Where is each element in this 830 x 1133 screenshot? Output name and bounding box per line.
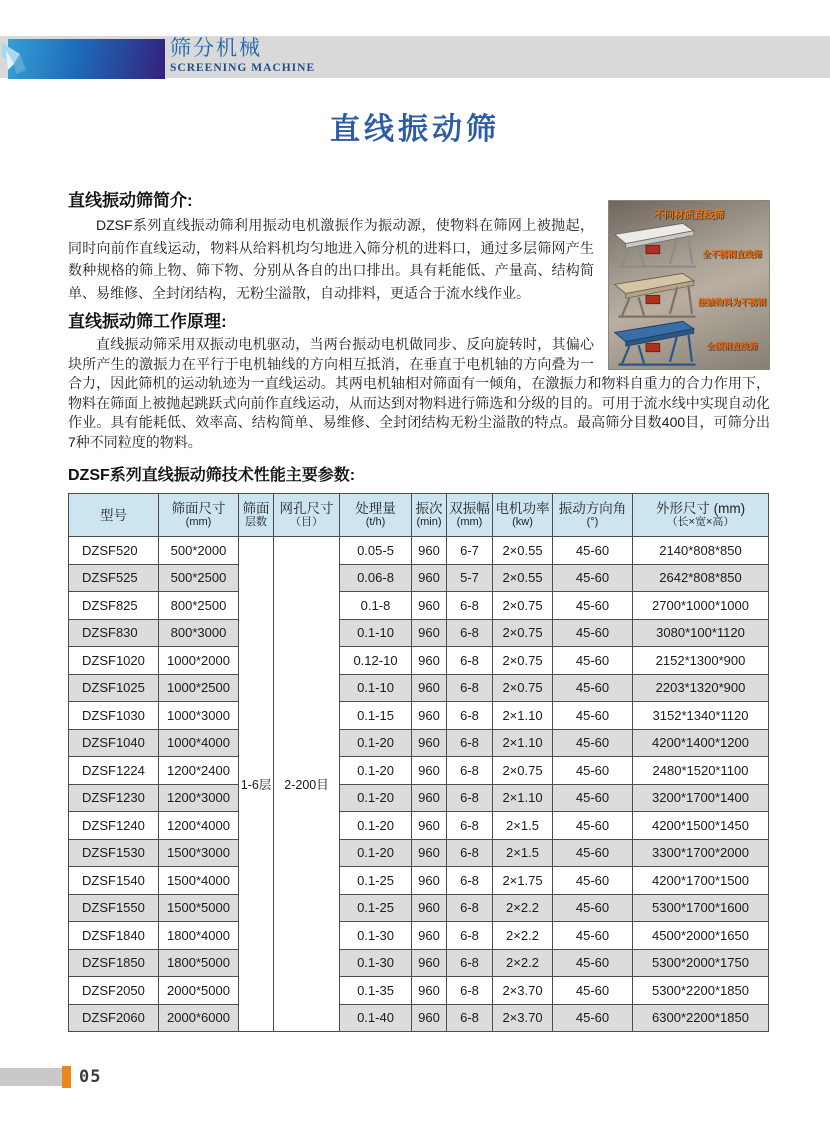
column-header: 网孔尺寸 （目） <box>274 494 340 537</box>
cell-model: DZSF1540 <box>69 867 159 895</box>
cell-frequency: 960 <box>412 729 447 757</box>
cell-angle: 45-60 <box>553 894 633 922</box>
cell-amplitude: 6-8 <box>447 784 493 812</box>
cell-dimensions: 2700*1000*1000 <box>633 592 769 620</box>
cell-frequency: 960 <box>412 922 447 950</box>
principle-paragraph: 直线振动筛采用双振动电机驱动，当两台振动电机做同步、反向旋转时，其偏心块所产生的激振力在平行于电机轴线的方向相互抵消，在垂直于电机轴的方向叠为一合力，因此筛机的运动轨迹为一直线运动。其两电机轴相对筛面有一倾角，在激振力和物料自重力的合力作用下，物料在筛面上被抛起跳跃式向前作直线运动，从而达到对物料进行筛选和分级的目的。可用于流水线中实现自动化作业。具有能耗低、效率高、结构简单、易维修、全封闭结构无粉尘溢散的特点。最高筛分目数400目，可筛分出7种不同粒度的物料。 <box>68 336 770 450</box>
cell-screen-layers: 1-6层 <box>239 537 274 1032</box>
cell-frequency: 960 <box>412 1004 447 1032</box>
cell-amplitude: 6-8 <box>447 894 493 922</box>
cell-model: DZSF2050 <box>69 977 159 1005</box>
cell-angle: 45-60 <box>553 592 633 620</box>
table-row <box>69 894 769 922</box>
table-row <box>69 702 769 730</box>
column-header: 双振幅 (mm) <box>447 494 493 537</box>
cell-angle: 45-60 <box>553 922 633 950</box>
table-row <box>69 592 769 620</box>
cell-capacity: 0.1-35 <box>340 977 412 1005</box>
content-area <box>68 190 770 452</box>
cell-frequency: 960 <box>412 619 447 647</box>
photo-label-contact-stainless: 接触物料为不锈钢 <box>698 297 767 307</box>
cell-capacity: 0.1-20 <box>340 757 412 785</box>
spec-table-section <box>68 462 770 1032</box>
footer-accent <box>62 1066 71 1088</box>
cell-screen-size: 1800*5000 <box>159 949 239 977</box>
cell-amplitude: 6-8 <box>447 1004 493 1032</box>
cell-capacity: 0.1-25 <box>340 894 412 922</box>
cell-screen-size: 500*2500 <box>159 564 239 592</box>
cell-frequency: 960 <box>412 537 447 565</box>
cell-amplitude: 6-8 <box>447 922 493 950</box>
cell-angle: 45-60 <box>553 977 633 1005</box>
cell-dimensions: 4200*1500*1450 <box>633 812 769 840</box>
cell-dimensions: 4200*1400*1200 <box>633 729 769 757</box>
cell-power: 2×1.5 <box>493 839 553 867</box>
table-row <box>69 647 769 675</box>
cell-frequency: 960 <box>412 977 447 1005</box>
cell-amplitude: 6-8 <box>447 812 493 840</box>
cell-dimensions: 2642*808*850 <box>633 564 769 592</box>
table-row <box>69 867 769 895</box>
brand-name-cn: 筛分机械 <box>170 37 262 60</box>
cell-screen-size: 500*2000 <box>159 537 239 565</box>
table-row <box>69 757 769 785</box>
table-row <box>69 1004 769 1032</box>
cell-screen-size: 1000*2500 <box>159 674 239 702</box>
cell-power: 2×1.10 <box>493 702 553 730</box>
table-row <box>69 564 769 592</box>
photo-label-carbon-steel: 全碳钢直线筛 <box>706 341 758 351</box>
cell-model: DZSF1850 <box>69 949 159 977</box>
cell-power: 2×1.75 <box>493 867 553 895</box>
cell-angle: 45-60 <box>553 674 633 702</box>
cell-model: DZSF2060 <box>69 1004 159 1032</box>
cell-power: 2×2.2 <box>493 922 553 950</box>
cell-screen-size: 1000*4000 <box>159 729 239 757</box>
cell-amplitude: 6-8 <box>447 592 493 620</box>
cell-screen-size: 800*3000 <box>159 619 239 647</box>
cell-capacity: 0.1-30 <box>340 922 412 950</box>
cell-amplitude: 6-8 <box>447 949 493 977</box>
cell-dimensions: 3300*1700*2000 <box>633 839 769 867</box>
cell-amplitude: 6-8 <box>447 702 493 730</box>
cell-frequency: 960 <box>412 674 447 702</box>
cell-frequency: 960 <box>412 894 447 922</box>
cell-model: DZSF1025 <box>69 674 159 702</box>
cell-model: DZSF1840 <box>69 922 159 950</box>
cell-angle: 45-60 <box>553 729 633 757</box>
cell-capacity: 0.1-30 <box>340 949 412 977</box>
cell-power: 2×0.75 <box>493 674 553 702</box>
cell-power: 2×1.10 <box>493 784 553 812</box>
cell-screen-size: 1000*3000 <box>159 702 239 730</box>
table-row <box>69 537 769 565</box>
stainless-screen-image <box>611 219 703 271</box>
cell-amplitude: 6-8 <box>447 729 493 757</box>
cell-model: DZSF1240 <box>69 812 159 840</box>
cell-capacity: 0.1-8 <box>340 592 412 620</box>
cell-screen-size: 2000*6000 <box>159 1004 239 1032</box>
cell-model: DZSF1030 <box>69 702 159 730</box>
brand-logo-icon <box>0 40 38 78</box>
cell-angle: 45-60 <box>553 1004 633 1032</box>
cell-model: DZSF830 <box>69 619 159 647</box>
column-header: 筛面 层数 <box>239 494 274 537</box>
cell-amplitude: 6-8 <box>447 757 493 785</box>
cell-dimensions: 3080*100*1120 <box>633 619 769 647</box>
cell-model: DZSF1230 <box>69 784 159 812</box>
cell-capacity: 0.1-15 <box>340 702 412 730</box>
cell-capacity: 0.1-10 <box>340 619 412 647</box>
cell-model: DZSF825 <box>69 592 159 620</box>
table-row <box>69 729 769 757</box>
cell-screen-size: 2000*5000 <box>159 977 239 1005</box>
cell-dimensions: 3200*1700*1400 <box>633 784 769 812</box>
cell-amplitude: 5-7 <box>447 564 493 592</box>
cell-frequency: 960 <box>412 592 447 620</box>
page-number: 05 <box>79 1067 102 1087</box>
cell-angle: 45-60 <box>553 839 633 867</box>
cell-power: 2×3.70 <box>493 977 553 1005</box>
cell-power: 2×0.55 <box>493 537 553 565</box>
cell-screen-size: 1500*3000 <box>159 839 239 867</box>
cell-power: 2×0.55 <box>493 564 553 592</box>
cell-model: DZSF1224 <box>69 757 159 785</box>
cell-model: DZSF525 <box>69 564 159 592</box>
cell-angle: 45-60 <box>553 867 633 895</box>
cell-amplitude: 6-8 <box>447 867 493 895</box>
cell-dimensions: 5300*2000*1750 <box>633 949 769 977</box>
column-header: 型号 <box>69 494 159 537</box>
cell-mesh-size: 2-200目 <box>274 537 340 1032</box>
cell-power: 2×1.5 <box>493 812 553 840</box>
column-header: 筛面尺寸 (mm) <box>159 494 239 537</box>
cell-capacity: 0.1-25 <box>340 867 412 895</box>
page-title: 直线振动筛 <box>330 113 500 146</box>
cell-amplitude: 6-8 <box>447 647 493 675</box>
cell-model: DZSF1040 <box>69 729 159 757</box>
cell-angle: 45-60 <box>553 619 633 647</box>
cell-amplitude: 6-8 <box>447 619 493 647</box>
cell-dimensions: 2152*1300*900 <box>633 647 769 675</box>
brand-name-en: SCREENING MACHINE <box>170 62 316 74</box>
cell-capacity: 0.1-10 <box>340 674 412 702</box>
table-row <box>69 812 769 840</box>
spec-table <box>68 493 769 1032</box>
cell-frequency: 960 <box>412 949 447 977</box>
intro-heading: 直线振动筛简介: <box>68 191 193 210</box>
cell-amplitude: 6-7 <box>447 537 493 565</box>
cell-power: 2×0.75 <box>493 647 553 675</box>
cell-frequency: 960 <box>412 702 447 730</box>
cell-screen-size: 1200*3000 <box>159 784 239 812</box>
cell-capacity: 0.1-20 <box>340 839 412 867</box>
cell-power: 2×3.70 <box>493 1004 553 1032</box>
cell-capacity: 0.1-20 <box>340 812 412 840</box>
cell-screen-size: 1200*2400 <box>159 757 239 785</box>
intro-paragraph: DZSF系列直线振动筛利用振动电机激振作为振动源，使物料在筛网上被抛起，同时向前作直线运动，物料从给料机均匀地进入筛分机的进料口，通过多层筛网产生数种规格的筛上物、筛下物、分别从各自的出口排出。具有耗能低、产量高、结构简单、易维修、全封闭结构，无粉尘溢散，自动排料，更适合于流水线作业。 <box>68 217 594 301</box>
cell-power: 2×2.2 <box>493 894 553 922</box>
table-row <box>69 839 769 867</box>
cell-screen-size: 1500*4000 <box>159 867 239 895</box>
cell-power: 2×0.75 <box>493 757 553 785</box>
cell-power: 2×0.75 <box>493 592 553 620</box>
column-header: 外形尺寸 (mm) （长×宽×高） <box>633 494 769 537</box>
cell-frequency: 960 <box>412 647 447 675</box>
cell-dimensions: 2203*1320*900 <box>633 674 769 702</box>
cell-model: DZSF1020 <box>69 647 159 675</box>
cell-frequency: 960 <box>412 757 447 785</box>
cell-model: DZSF1530 <box>69 839 159 867</box>
cell-capacity: 0.06-8 <box>340 564 412 592</box>
table-row <box>69 784 769 812</box>
cell-angle: 45-60 <box>553 812 633 840</box>
column-header: 振次 (min) <box>412 494 447 537</box>
cell-dimensions: 3152*1340*1120 <box>633 702 769 730</box>
cell-capacity: 0.1-20 <box>340 729 412 757</box>
cell-model: DZSF1550 <box>69 894 159 922</box>
cell-amplitude: 6-8 <box>447 674 493 702</box>
cell-frequency: 960 <box>412 564 447 592</box>
cell-angle: 45-60 <box>553 757 633 785</box>
table-row <box>69 619 769 647</box>
cell-dimensions: 2480*1520*1100 <box>633 757 769 785</box>
cell-dimensions: 4500*2000*1650 <box>633 922 769 950</box>
column-header: 电机功率 (kw) <box>493 494 553 537</box>
cell-power: 2×2.2 <box>493 949 553 977</box>
photo-label-stainless: 全不锈钢直线筛 <box>702 249 762 259</box>
cell-dimensions: 4200*1700*1500 <box>633 867 769 895</box>
cell-frequency: 960 <box>412 784 447 812</box>
table-row <box>69 949 769 977</box>
column-header: 振动方向角 (°) <box>553 494 633 537</box>
cell-amplitude: 6-8 <box>447 839 493 867</box>
cell-angle: 45-60 <box>553 949 633 977</box>
table-row <box>69 922 769 950</box>
column-header: 处理量 (t/h) <box>340 494 412 537</box>
cell-frequency: 960 <box>412 812 447 840</box>
cell-angle: 45-60 <box>553 702 633 730</box>
cell-power: 2×1.10 <box>493 729 553 757</box>
cell-angle: 45-60 <box>553 537 633 565</box>
table-row <box>69 674 769 702</box>
cell-frequency: 960 <box>412 867 447 895</box>
principle-heading: 直线振动筛工作原理: <box>68 312 227 331</box>
cell-screen-size: 1000*2000 <box>159 647 239 675</box>
cell-model: DZSF520 <box>69 537 159 565</box>
cell-angle: 45-60 <box>553 784 633 812</box>
contact-stainless-screen-image <box>611 269 703 321</box>
cell-angle: 45-60 <box>553 564 633 592</box>
cell-dimensions: 5300*2200*1850 <box>633 977 769 1005</box>
product-photo <box>608 200 770 370</box>
cell-screen-size: 1500*5000 <box>159 894 239 922</box>
footer-bar <box>0 1068 62 1086</box>
cell-frequency: 960 <box>412 839 447 867</box>
photo-caption: 不同材质直线筛 <box>654 210 724 221</box>
cell-power: 2×0.75 <box>493 619 553 647</box>
spec-table-heading: DZSF系列直线振动筛技术性能主要参数: <box>68 467 356 484</box>
cell-dimensions: 2140*808*850 <box>633 537 769 565</box>
cell-screen-size: 800*2500 <box>159 592 239 620</box>
carbon-steel-screen-image <box>611 317 703 369</box>
cell-screen-size: 1800*4000 <box>159 922 239 950</box>
cell-capacity: 0.05-5 <box>340 537 412 565</box>
spec-table-header-row <box>69 494 769 537</box>
cell-capacity: 0.1-20 <box>340 784 412 812</box>
cell-capacity: 0.1-40 <box>340 1004 412 1032</box>
cell-amplitude: 6-8 <box>447 977 493 1005</box>
cell-dimensions: 5300*1700*1600 <box>633 894 769 922</box>
table-row <box>69 977 769 1005</box>
brand-block <box>170 38 315 75</box>
cell-screen-size: 1200*4000 <box>159 812 239 840</box>
cell-angle: 45-60 <box>553 647 633 675</box>
cell-dimensions: 6300*2200*1850 <box>633 1004 769 1032</box>
cell-capacity: 0.12-10 <box>340 647 412 675</box>
spec-table-body <box>69 537 769 1032</box>
